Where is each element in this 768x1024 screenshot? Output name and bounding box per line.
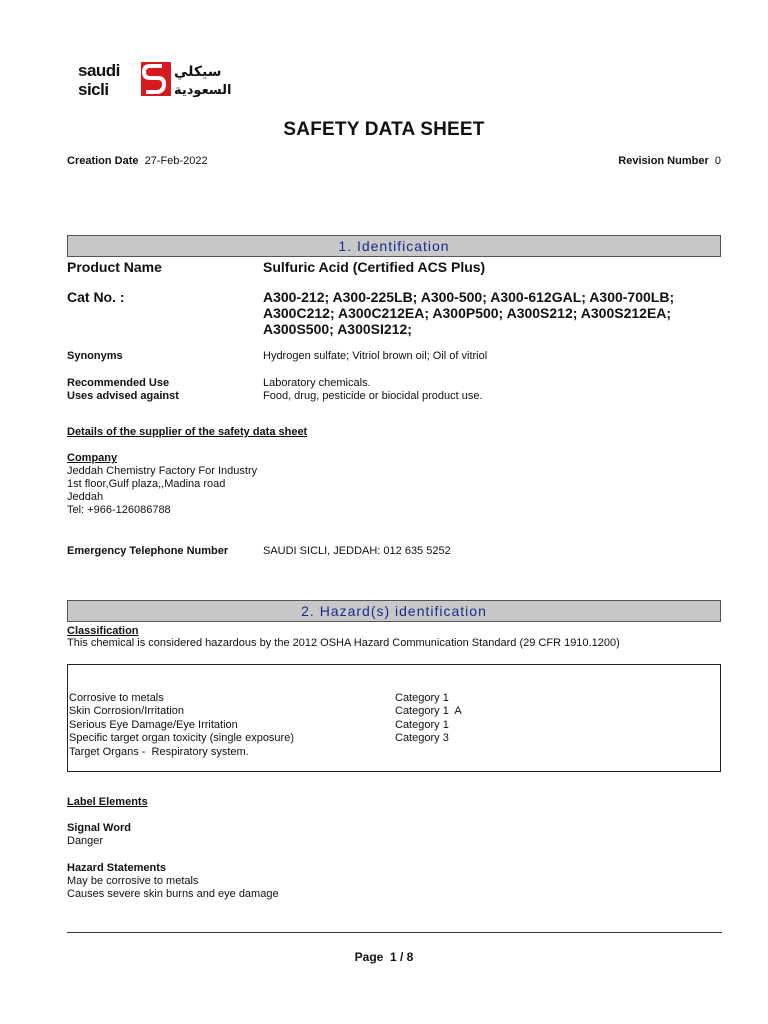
saudi-sicli-logo xyxy=(78,60,234,100)
hazard-name-2: Skin Corrosion/Irritation xyxy=(69,705,184,717)
classification-text: This chemical is considered hazardous by the 2012 OSHA Hazard Communication Standard (29 CFR 1910.1200) xyxy=(67,637,620,649)
cat-no-line-1: A300-212; A300-225LB; A300-500; A300-612GAL; A300-700LB; xyxy=(263,289,675,305)
uses-against-value: Food, drug, pesticide or biocidal product use. xyxy=(263,390,483,402)
hazard-category-1: Category 1 xyxy=(395,692,449,704)
recommended-use-value: Laboratory chemicals. xyxy=(263,377,371,389)
product-name-label: Product Name xyxy=(67,259,162,275)
logo-arabic-bottom: السعودية xyxy=(174,83,232,98)
emergency-label: Emergency Telephone Number xyxy=(67,545,229,557)
hazard-name-4: Specific target organ toxicity (single exposure) xyxy=(69,732,294,744)
revision-number xyxy=(618,155,721,167)
hazard-category-3: Category 1 xyxy=(395,719,449,731)
hazard-statement-1: May be corrosive to metals xyxy=(67,875,199,887)
logo-latin-top: saudi xyxy=(78,61,120,80)
hazard-name-5: Target Organs - Respiratory system. xyxy=(69,746,249,758)
company-line-2: 1st floor,Gulf plaza,,Madina road xyxy=(67,478,226,490)
uses-against-label: Uses advised against xyxy=(67,390,179,402)
revision-number-label: Revision Number xyxy=(618,155,709,167)
hazard-category-2: Category 1 A xyxy=(395,705,462,717)
cat-no-line-3: A300S500; A300SI212; xyxy=(263,321,412,337)
signal-word-value: Danger xyxy=(67,835,104,847)
page-label: Page xyxy=(354,950,384,964)
section-1-header: 1. Identification xyxy=(67,235,721,257)
product-name-value: Sulfuric Acid (Certified ACS Plus) xyxy=(263,259,486,275)
hazard-category-4: Category 3 xyxy=(395,732,449,744)
synonyms-value: Hydrogen sulfate; Vitriol brown oil; Oil of vitriol xyxy=(263,350,488,362)
signal-word-label: Signal Word xyxy=(67,822,131,834)
revision-number-value: 0 xyxy=(714,155,721,167)
page-number xyxy=(0,950,768,964)
supplier-heading: Details of the supplier of the safety data sheet xyxy=(67,426,308,438)
hazard-name-3: Serious Eye Damage/Eye Irritation xyxy=(69,719,238,731)
creation-date xyxy=(67,155,208,167)
hazard-statements-label: Hazard Statements xyxy=(67,862,167,874)
creation-date-value: 27-Feb-2022 xyxy=(144,155,208,167)
cat-no-label: Cat No. : xyxy=(67,289,125,305)
label-elements-heading: Label Elements xyxy=(67,796,148,808)
company-line-3: Jeddah xyxy=(67,491,104,503)
hazard-statement-2: Causes severe skin burns and eye damage xyxy=(67,888,279,900)
company-line-4: Tel: +966-126086788 xyxy=(67,504,171,516)
logo-arabic-top: سيكلي xyxy=(174,64,222,80)
creation-date-label: Creation Date xyxy=(67,155,139,167)
classification-label: Classification xyxy=(67,625,139,637)
page-value: 1 / 8 xyxy=(390,950,414,964)
logo-latin-bottom: sicli xyxy=(78,80,109,99)
recommended-use-label: Recommended Use xyxy=(67,377,170,389)
emergency-value: SAUDI SICLI, JEDDAH: 012 635 5252 xyxy=(263,545,451,557)
hazard-classification-table xyxy=(67,664,721,772)
footer-divider xyxy=(67,932,722,933)
synonyms-label: Synonyms xyxy=(67,350,123,362)
hazard-name-1: Corrosive to metals xyxy=(69,692,164,704)
section-2-header: 2. Hazard(s) identification xyxy=(67,600,721,622)
company-label: Company xyxy=(67,452,118,464)
cat-no-line-2: A300C212; A300C212EA; A300P500; A300S212; A300S212EA; xyxy=(263,305,672,321)
company-line-1: Jeddah Chemistry Factory For Industry xyxy=(67,465,258,477)
document-title: SAFETY DATA SHEET xyxy=(283,119,485,140)
